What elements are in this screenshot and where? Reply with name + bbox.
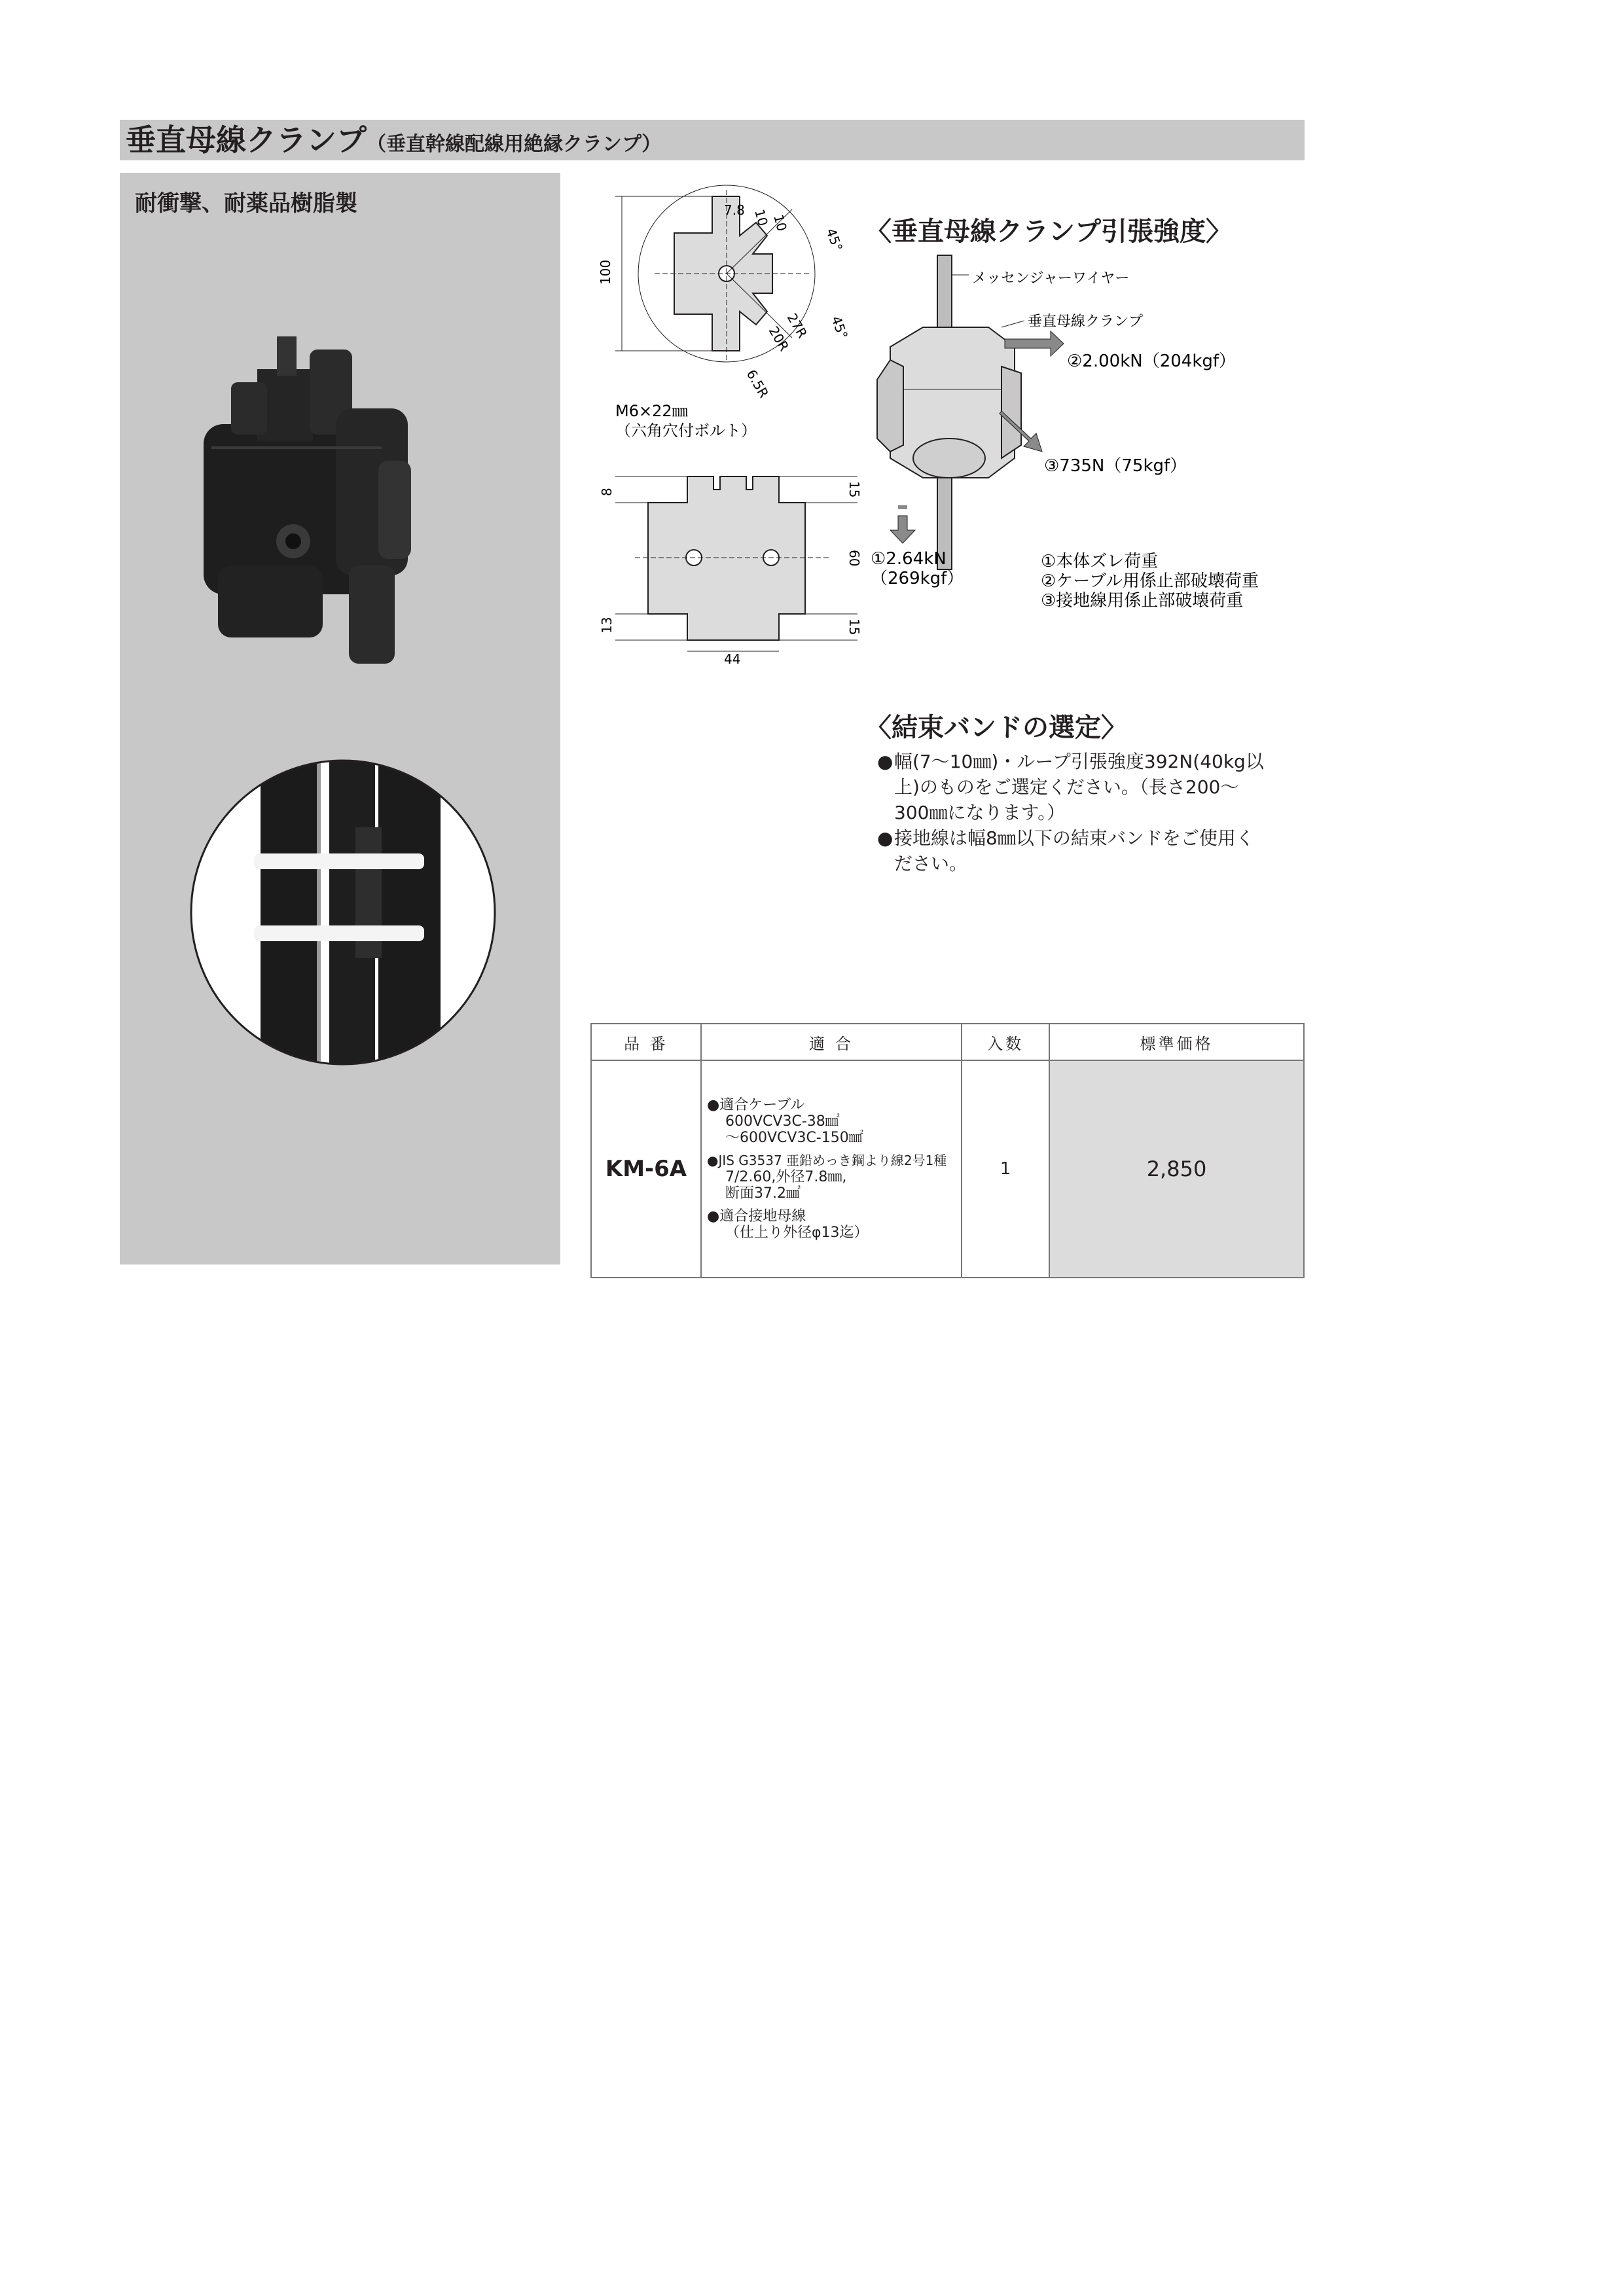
bullet2-line2: ださい。 bbox=[894, 853, 968, 874]
cell-fit bbox=[701, 1060, 962, 1278]
band-heading: 〈結束バンドの選定〉 bbox=[865, 713, 1127, 743]
dim-angle-a: 45° bbox=[823, 226, 846, 254]
bullet2-line1: 接地線は幅8㎜以下の結束バンドをご使用く bbox=[894, 827, 1254, 849]
bullet-dot-icon: ● bbox=[707, 1153, 719, 1168]
dim-angle-b: 45° bbox=[828, 314, 851, 342]
dim-right-top: 15 bbox=[846, 481, 862, 498]
dim-width: 7.8 bbox=[724, 202, 745, 218]
cell-price: 2,850 bbox=[1049, 1060, 1304, 1278]
side-view-drawing bbox=[596, 458, 871, 668]
force-2: ②2.00kN（204kgf） bbox=[1067, 351, 1236, 371]
band-bullets bbox=[877, 749, 1309, 876]
fit3-line1: （仕上り外径φ13迄） bbox=[725, 1225, 869, 1241]
fit3-title-row bbox=[707, 1208, 956, 1225]
feature-text: 耐衝撃、耐薬品樹脂製 bbox=[135, 190, 357, 217]
dim-r27: 27R bbox=[784, 310, 811, 341]
fit2-line1: 7/2.60,外径7.8㎜, bbox=[725, 1169, 847, 1185]
bullet-dot-icon: ● bbox=[707, 1097, 720, 1113]
fit2-title: JIS G3537 亜鉛めっき鋼より線2号1種 bbox=[718, 1153, 947, 1168]
spec-table bbox=[590, 1023, 1305, 1278]
label-messenger: メッセンジャーワイヤー bbox=[972, 270, 1130, 287]
arrow-down-icon bbox=[890, 505, 915, 543]
fit2-line2: 断面37.2㎟ bbox=[725, 1185, 801, 1202]
bolt-label-2: （六角穴付ボルト） bbox=[615, 422, 757, 440]
legend-1: ①本体ズレ荷重 bbox=[1041, 552, 1159, 571]
legend-2: ②ケーブル用係止部破壊荷重 bbox=[1041, 571, 1259, 591]
strength-heading: 〈垂直母線クランプ引張強度〉 bbox=[865, 217, 1232, 247]
bullet1-line2: 上)のものをご選定ください。（長さ200〜 bbox=[894, 776, 1239, 798]
list-item bbox=[877, 749, 1309, 774]
dim-r20: 20R bbox=[765, 323, 793, 354]
force-3: ③735N（75kgf） bbox=[1044, 456, 1187, 476]
side-view-outline bbox=[615, 476, 857, 651]
page-title bbox=[126, 120, 661, 164]
dim-tab-b: 10 bbox=[770, 213, 790, 233]
header-product: 品 番 bbox=[591, 1024, 701, 1060]
force-1-line1: ①2.64kN bbox=[871, 549, 947, 569]
fit3-title: 適合接地母線 bbox=[719, 1208, 806, 1225]
table-header-row bbox=[591, 1024, 1304, 1060]
dim-height-side: 60 bbox=[846, 550, 862, 567]
dim-right-bottom: 15 bbox=[846, 619, 862, 636]
bullet-dot-icon: ● bbox=[707, 1208, 720, 1225]
cell-quantity: 1 bbox=[962, 1060, 1049, 1278]
header-fit: 適 合 bbox=[701, 1024, 962, 1060]
header-price: 標準価格 bbox=[1049, 1024, 1304, 1060]
header-quantity: 入数 bbox=[962, 1024, 1049, 1060]
title-text: 垂直母線クランプ bbox=[126, 122, 367, 158]
subtitle-text: （垂直幹線配線用絶縁クランプ） bbox=[367, 133, 662, 156]
fit1-title: 適合ケーブル bbox=[719, 1097, 805, 1113]
product-photo bbox=[204, 336, 411, 664]
fit1-title-row bbox=[707, 1097, 956, 1113]
table-row bbox=[591, 1060, 1304, 1278]
fit1-line2: 〜600VCV3C-150㎟ bbox=[725, 1130, 863, 1146]
bullet1-line1: 幅(7〜10㎜)・ループ引張強度392N(40kg以 bbox=[894, 751, 1264, 772]
cell-product: KM-6A bbox=[591, 1060, 701, 1278]
product-photos bbox=[120, 173, 560, 1265]
dim-r65: 6.5R bbox=[743, 367, 772, 401]
bullet1-line3: 300㎜になります。） bbox=[894, 802, 1066, 823]
fit1-line1: 600VCV3C-38㎟ bbox=[725, 1113, 840, 1130]
label-clamp: 垂直母線クランプ bbox=[1028, 314, 1144, 330]
bullet-dot-icon: ● bbox=[877, 827, 893, 849]
dim-bottom: 13 bbox=[599, 617, 615, 634]
dim-tab-a: 10 bbox=[751, 207, 771, 228]
bolt-label-1: M6×22㎜ bbox=[615, 402, 688, 420]
dim-height: 100 bbox=[598, 259, 613, 285]
dim-width-side: 44 bbox=[724, 651, 741, 667]
force-1-line2: （269kgf） bbox=[871, 569, 964, 588]
legend-3: ③接地線用係止部破壊荷重 bbox=[1041, 591, 1244, 611]
dim-top: 8 bbox=[599, 488, 615, 496]
bullet-dot-icon: ● bbox=[877, 751, 893, 772]
strength-diagram bbox=[864, 249, 1309, 641]
list-item bbox=[877, 825, 1309, 851]
fit2-title-row bbox=[707, 1153, 956, 1169]
detail-photo bbox=[185, 742, 499, 1083]
top-view-drawing bbox=[596, 183, 871, 445]
